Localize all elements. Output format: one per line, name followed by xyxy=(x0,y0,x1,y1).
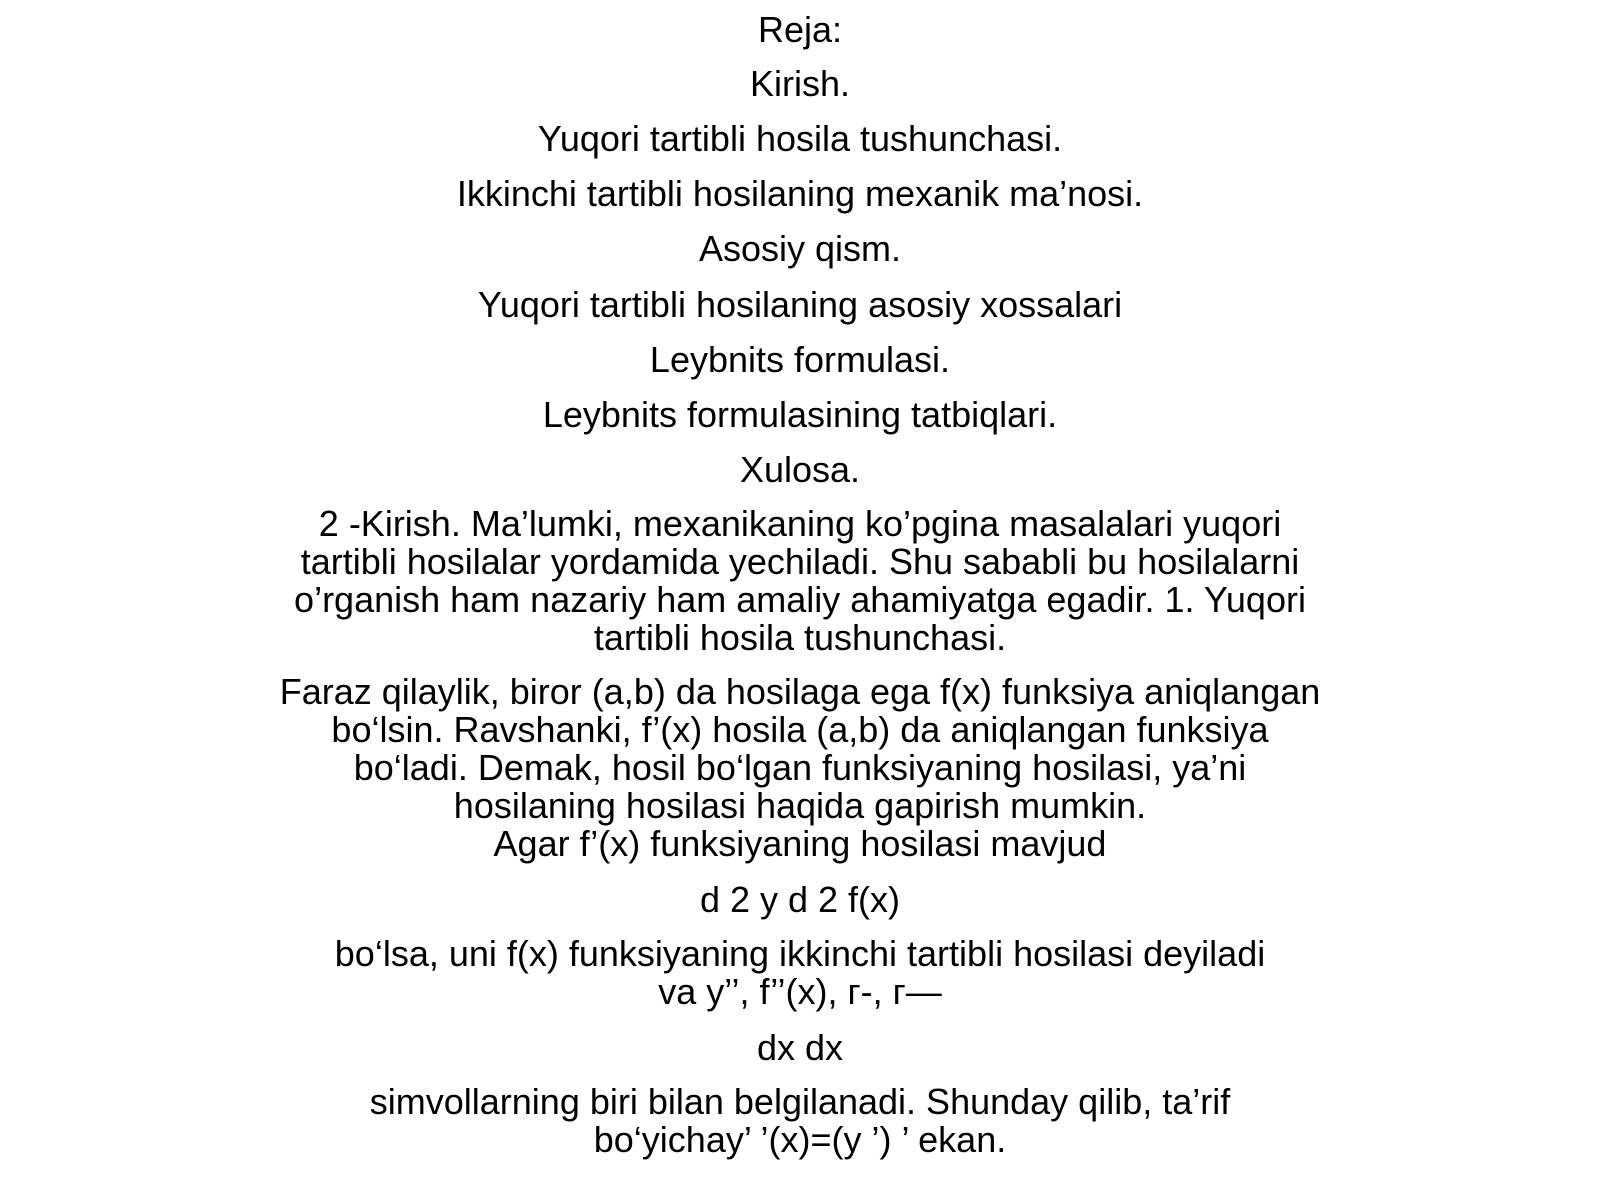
formula-denominators: dx dx xyxy=(756,1027,844,1068)
plan-item-intro: Kirish. xyxy=(749,63,851,104)
intro-line: tartibli hosilalar yordamida yechiladi. Shu sababli bu hosilalarni xyxy=(300,541,1300,582)
intro-paragraph xyxy=(200,505,1400,657)
paragraph-line: va y’’, f’’(x), г-, г— xyxy=(658,971,942,1012)
plan-item-leibniz: Leybnits formulasi. xyxy=(649,339,951,380)
intro-line: tartibli hosila tushunchasi. xyxy=(593,617,1007,658)
plan-item-leibniz-applications: Leybnits formulasining tatbiqlari. xyxy=(542,394,1058,435)
paragraph-line: bo‘lsa, uni f(x) funksiyaning ikkinchi tartibli hosilasi deyiladi xyxy=(334,933,1266,974)
intro-line: o’rganish ham nazariy ham amaliy ahamiyatga egadir. 1. Yuqori xyxy=(294,579,1306,620)
intro-line: 2 -Kirish. Ma’lumki, mexanikaning ko’pgina masalalari yuqori xyxy=(318,503,1282,544)
paragraph-line: hosilaning hosilasi haqida gapirish mumkin. xyxy=(453,785,1147,826)
second-derivative-paragraph xyxy=(200,935,1400,1011)
plan-item-mechanical-meaning: Ikkinchi tartibli hosilaning mexanik ma’nosi. xyxy=(456,173,1144,214)
plan-item-main-part: Asosiy qism. xyxy=(698,228,902,269)
paragraph-line: simvollarning biri bilan belgilanadi. Shunday qilib, ta’rif xyxy=(369,1081,1231,1122)
plan-item-conclusion: Xulosa. xyxy=(739,449,861,490)
formula-second-derivative: d 2 y d 2 f(x) xyxy=(699,879,901,920)
paragraph-line: Agar f’(x) funksiyaning hosilasi mavjud xyxy=(493,823,1107,864)
paragraph-line: bo‘lsin. Ravshanki, f’(x) hosila (a,b) da aniqlangan funksiya xyxy=(331,709,1269,750)
notation-paragraph xyxy=(200,1083,1400,1159)
paragraph-line: bo‘yichay’ ’(x)=(y ’) ’ ekan. xyxy=(593,1119,1007,1160)
definition-paragraph xyxy=(200,673,1400,863)
paragraph-line: bo‘ladi. Demak, hosil bo‘lgan funksiyaning hosilasi, ya’ni xyxy=(353,747,1247,788)
plan-item-higher-derivative: Yuqori tartibli hosila tushunchasi. xyxy=(537,118,1063,159)
plan-item-properties: Yuqori tartibli hosilaning asosiy xossalari xyxy=(477,284,1123,325)
paragraph-line: Faraz qilaylik, biror (a,b) da hosilaga ega f(x) funksiya aniqlangan xyxy=(279,671,1321,712)
plan-title: Reja: xyxy=(757,9,843,50)
